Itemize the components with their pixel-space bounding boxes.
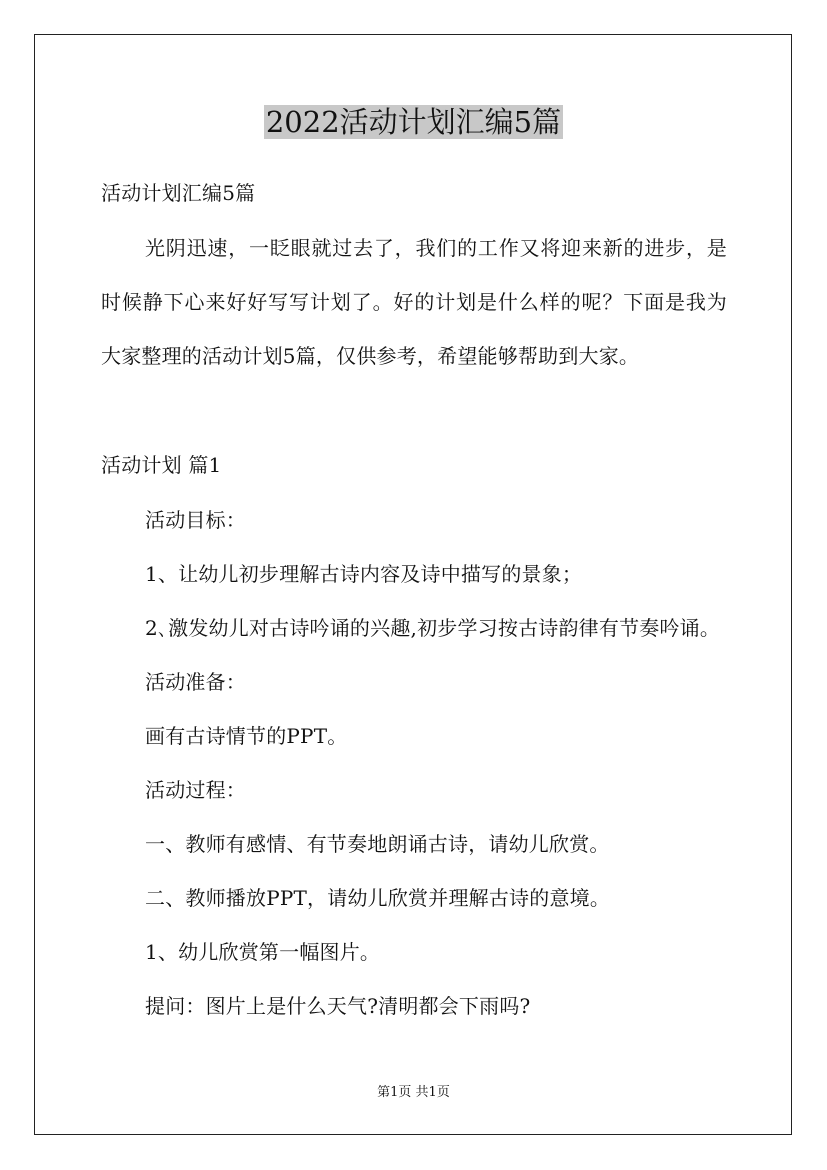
body-line: 1、幼儿欣赏第一幅图片。 [145, 940, 381, 964]
body-line: 活动准备： [145, 670, 246, 694]
body-line: 2､激发幼儿对古诗吟诵的兴趣,初步学习按古诗韵律有节奏吟诵。 [145, 616, 721, 640]
intro-line-3: 大家整理的活动计划5篇，仅供参考，希望能够帮助到大家。 [101, 344, 640, 368]
intro-line-1: 光阴迅速，一眨眼就过去了，我们的工作又将迎来新的进步，是 [145, 236, 727, 260]
body-line: 提问：图片上是什么天气?清明都会下雨吗? [145, 994, 531, 1018]
document-title: 2022活动计划汇编5篇 [265, 105, 562, 139]
body-line: 活动目标： [145, 508, 246, 532]
body-line: 活动过程： [145, 778, 246, 802]
page-footer: 第1页 共1页 [377, 1085, 450, 1100]
body-line: 1、让幼儿初步理解古诗内容及诗中描写的景象； [145, 562, 583, 586]
document-subtitle: 活动计划汇编5篇 [101, 181, 256, 205]
section-heading: 活动计划 篇1 [101, 453, 222, 477]
body-line: 二、教师播放PPT，请幼儿欣赏并理解古诗的意境。 [145, 886, 611, 910]
body-line: 画有古诗情节的PPT。 [145, 724, 348, 748]
intro-line-2: 时候静下心来好好写写计划了。好的计划是什么样的呢？下面是我为 [101, 290, 727, 314]
body-line: 一、教师有感情、有节奏地朗诵古诗，请幼儿欣赏。 [145, 832, 610, 856]
